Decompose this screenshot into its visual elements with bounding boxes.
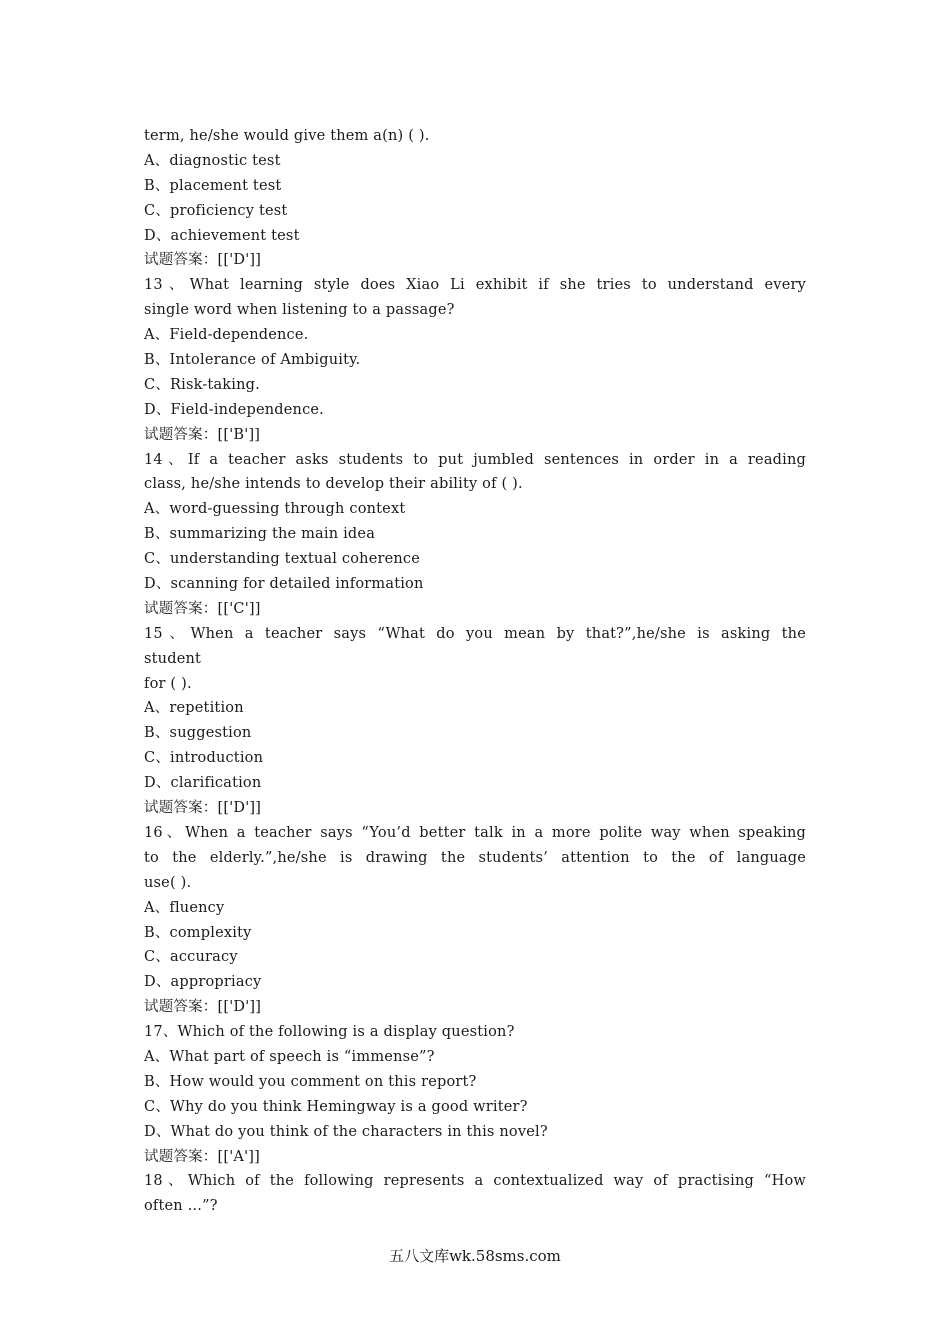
text-line: C、accuracy (144, 949, 238, 966)
text-line: term, he/she would give them a(n) ( ). (144, 128, 430, 144)
answer-line: 试题答案：[['A']] (144, 1148, 260, 1165)
text-line: A、diagnostic test (144, 152, 281, 169)
text-line: D、What do you think of the characters in this novel? (144, 1123, 548, 1140)
text-line: 13、What learning style does Xiao Li exhibit if she tries to understand every (144, 277, 806, 294)
text-line: to the elderly.”,he/she is drawing the students’ attention to the of language (144, 849, 806, 866)
text-line: A、Field-dependence. (144, 327, 309, 344)
text-line: student (144, 650, 202, 667)
text-line: B、complexity (144, 924, 252, 941)
text-line: B、Intolerance of Ambiguity. (144, 352, 361, 369)
text-line: class, he/she intends to develop their ability of ( ). (144, 476, 523, 493)
text-line: 16、When a teacher says “You’d better talk in a more polite way when speaking (144, 824, 806, 841)
text-line: C、understanding textual coherence (144, 551, 421, 568)
answer-line: 试题答案：[['B']] (144, 426, 261, 443)
text-line: 17、Which of the following is a display question? (144, 1024, 515, 1041)
answer-line: 试题答案：[['C']] (144, 600, 261, 617)
text-line: 15、When a teacher says “What do you mean by that?”,he/she is asking the (144, 625, 806, 642)
text-line: B、summarizing the main idea (144, 526, 376, 543)
text-line: for ( ). (144, 675, 192, 692)
text-line: 18、Which of the following represents a contextualized way of practising “How (144, 1173, 806, 1190)
answer-line: 试题答案：[['D']] (144, 252, 262, 269)
text-line: A、What part of speech is “immense”? (144, 1048, 435, 1065)
text-line: D、scanning for detailed information (144, 576, 424, 593)
text-line: A、repetition (144, 700, 244, 717)
text-line: D、appropriacy (144, 974, 262, 991)
text-line: 14、If a teacher asks students to put jumbled sentences in order in a reading (144, 451, 806, 468)
text-line: use( ). (144, 874, 192, 891)
text-line: C、introduction (144, 750, 264, 767)
text-line: often ...”? (144, 1198, 218, 1215)
text-line: A、word-guessing through context (144, 501, 406, 518)
text-line: D、achievement test (144, 227, 300, 244)
text-line: B、suggestion (144, 725, 252, 742)
text-line: C、proficiency test (144, 202, 288, 219)
document-body (144, 124, 806, 1219)
text-line: C、Why do you think Hemingway is a good writer? (144, 1098, 528, 1115)
text-line: A、fluency (144, 899, 225, 916)
page-footer: 五八文库wk.58sms.com (389, 1247, 561, 1265)
text-line: D、Field-independence. (144, 401, 324, 418)
answer-line: 试题答案：[['D']] (144, 999, 262, 1016)
text-line: single word when listening to a passage? (144, 302, 455, 319)
text-line: B、placement test (144, 177, 282, 194)
text-line: B、How would you comment on this report? (144, 1073, 477, 1090)
text-line: D、clarification (144, 775, 262, 792)
text-line: C、Risk-taking. (144, 376, 260, 393)
answer-line: 试题答案：[['D']] (144, 800, 262, 817)
